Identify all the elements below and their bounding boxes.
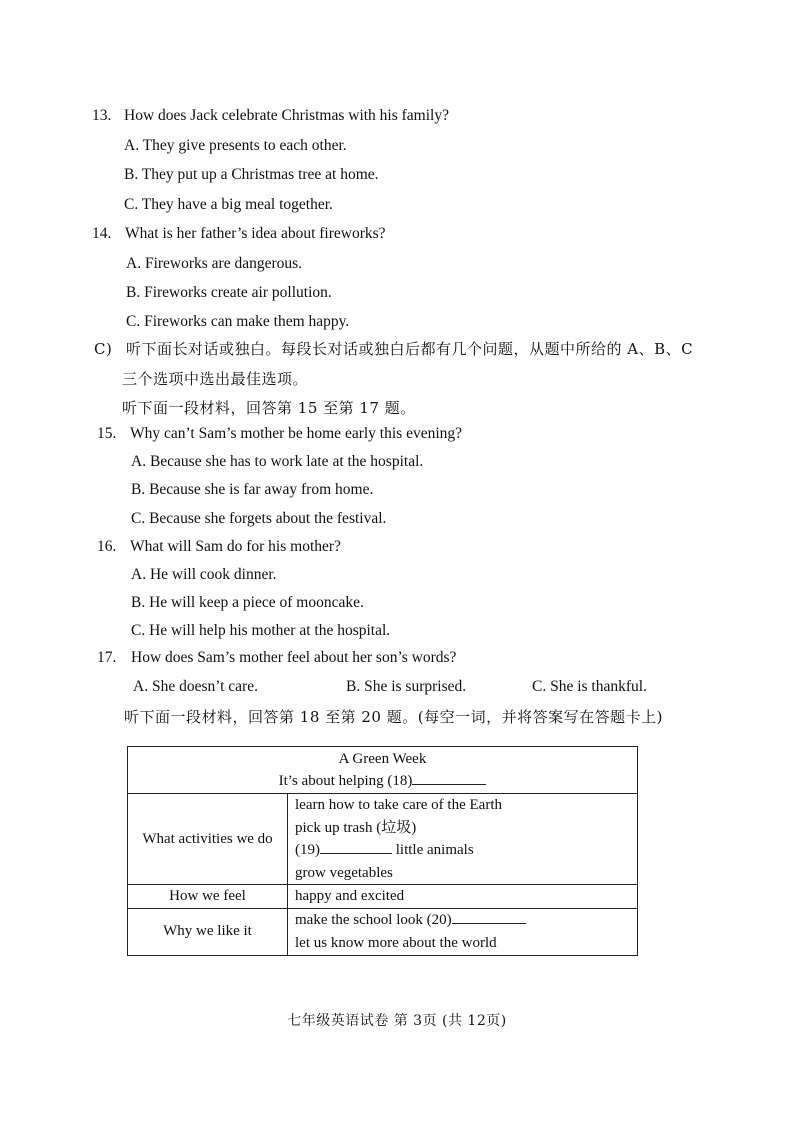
question-number: 14.: [92, 225, 112, 242]
option-14a: A. Fireworks are dangerous.: [126, 255, 303, 272]
activity-item-tail: little animals: [395, 842, 474, 858]
activity-item: grow vegetables: [295, 864, 393, 881]
blank-19-label: (19): [295, 842, 320, 858]
option-16c: C. He will help his mother at the hospital.: [131, 622, 391, 639]
page-footer: 七年级英语试卷 第 3页 (共 12页): [287, 1013, 507, 1029]
feel-item: happy and excited: [295, 888, 405, 904]
question-number: 16.: [97, 538, 117, 555]
option-13a: A. They give presents to each other.: [124, 137, 347, 154]
feel-value: [288, 885, 638, 909]
option-14b: B. Fireworks create air pollution.: [126, 284, 332, 301]
table-subtitle: [128, 770, 637, 793]
green-week-table: [127, 746, 638, 956]
section-c-instruction: [94, 339, 693, 359]
option-14c: C. Fireworks can make them happy.: [126, 313, 350, 330]
why-item: let us know more about the world: [295, 934, 497, 951]
instruction-15-17: 听下面一段材料，回答第 15 至第 17 题。: [122, 399, 416, 417]
why-item: [295, 909, 637, 932]
section-label: C): [94, 340, 113, 358]
instruction-18-20: 听下面一段材料，回答第 18 至第 20 题。(每空一词，并将答案写在答题卡上): [124, 708, 663, 726]
question-17: [97, 648, 456, 668]
option-13c: C. They have a big meal together.: [124, 196, 333, 213]
option-15b: B. Because she is far away from home.: [131, 481, 374, 498]
why-item-text: make the school look (20): [295, 912, 452, 928]
activities-list: [288, 794, 638, 885]
question-stem: What is her father’s idea about fireworks?: [125, 225, 386, 242]
question-stem: How does Jack celebrate Christmas with his family?: [124, 107, 449, 124]
why-list: [288, 908, 638, 955]
question-15: [97, 424, 462, 444]
option-13b: B. They put up a Christmas tree at home.: [124, 166, 379, 183]
question-stem: What will Sam do for his mother?: [130, 538, 341, 555]
option-17c: C. She is thankful.: [532, 678, 647, 695]
blank-18: [412, 770, 486, 785]
activity-item: pick up trash (垃圾): [295, 819, 417, 836]
question-13: [92, 106, 449, 126]
section-c-line2: 三个选项中选出最佳选项。: [122, 370, 309, 388]
subtitle-text: It’s about helping (18): [278, 773, 413, 789]
option-15c: C. Because she forgets about the festival.: [131, 510, 387, 527]
activity-item: learn how to take care of the Earth: [295, 797, 502, 813]
question-14: [92, 224, 386, 244]
question-stem: How does Sam’s mother feel about her son’s words?: [131, 649, 457, 666]
question-stem: Why can’t Sam’s mother be home early this evening?: [130, 425, 463, 442]
question-number: 13.: [92, 107, 112, 124]
question-number: 17.: [97, 649, 117, 666]
option-16b: B. He will keep a piece of mooncake.: [131, 594, 364, 611]
table-title: A Green Week: [338, 750, 427, 767]
question-16: [97, 537, 341, 557]
blank-20: [452, 909, 526, 924]
question-number: 15.: [97, 425, 117, 442]
option-15a: A. Because she has to work late at the hospital.: [131, 453, 424, 470]
table-header: [128, 747, 638, 794]
option-17b: B. She is surprised.: [346, 678, 467, 695]
row-label-feel: How we feel: [128, 885, 288, 909]
row-label-why: Why we like it: [128, 908, 288, 955]
section-c-line1: 听下面长对话或独白。每段长对话或独白后都有几个问题，从题中所给的 A、B、C: [126, 340, 694, 358]
row-label-activities: What activities we do: [128, 794, 288, 885]
blank-19: [320, 839, 392, 854]
activity-item: [295, 839, 637, 862]
option-16a: A. He will cook dinner.: [131, 566, 277, 583]
option-17a: A. She doesn’t care.: [133, 678, 258, 695]
